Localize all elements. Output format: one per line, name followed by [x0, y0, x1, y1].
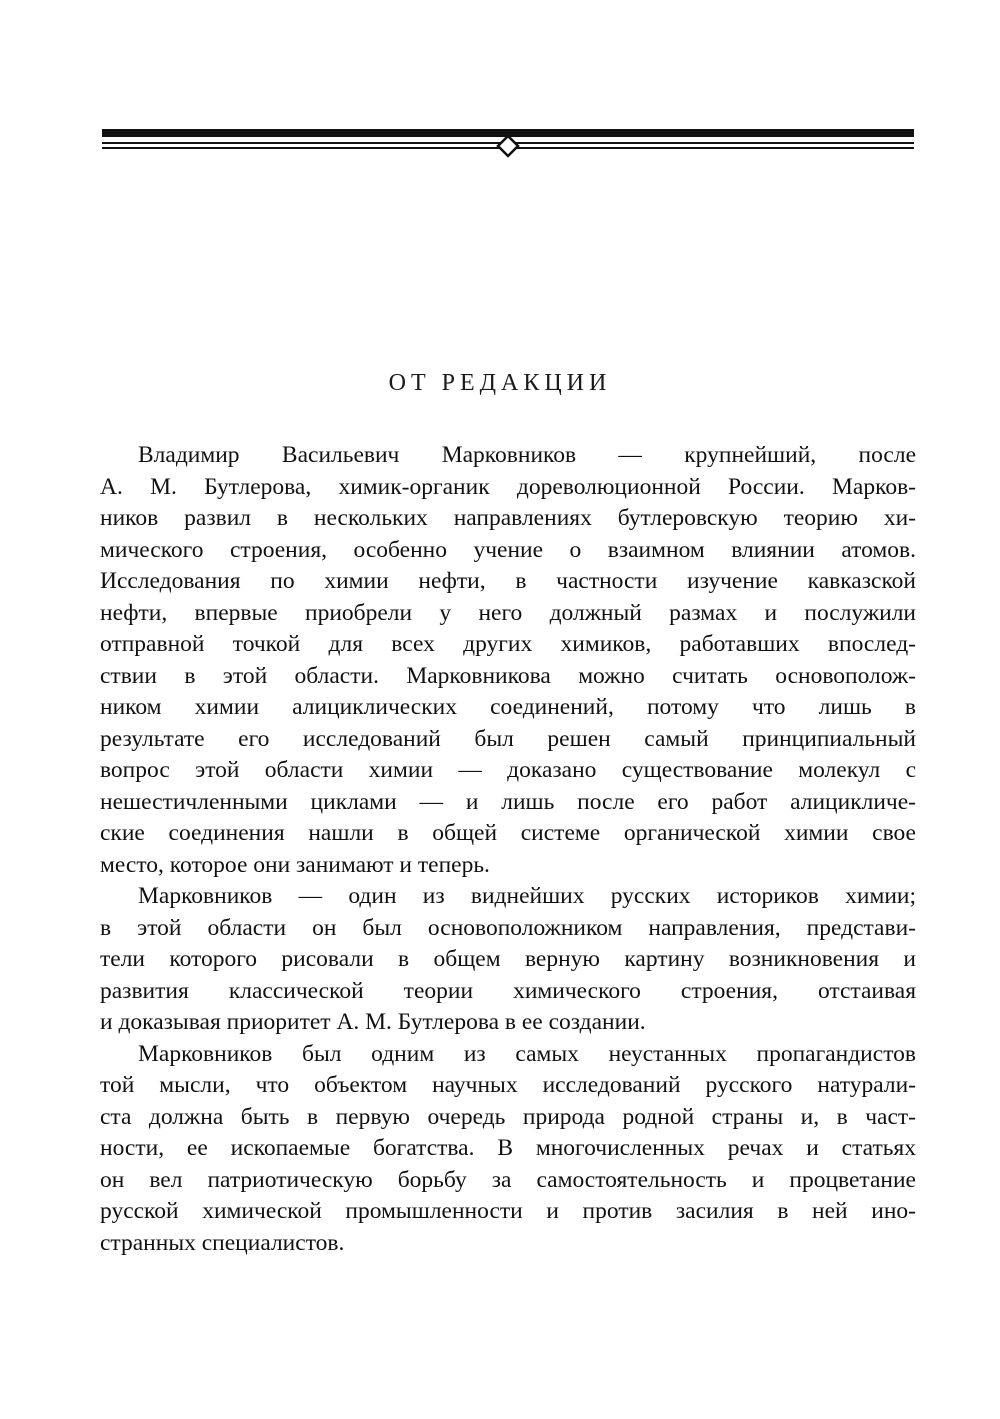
page-heading: ОТ РЕДАКЦИИ — [388, 370, 612, 396]
text-line: Марковников — один из виднейших русских историков химии; — [138, 883, 916, 909]
text-line: в этой области он был основоположником направления, представи- — [100, 914, 916, 941]
text-line: русской химической промышленности и против засилия в ней ино- — [100, 1198, 916, 1224]
text-line: ста должна быть в первую очередь природа родной страны и, в част- — [100, 1103, 916, 1130]
text-line: отправной точкой для всех других химиков, работавших впослед- — [100, 631, 916, 657]
text-line: развития классической теории химического строения, отстаивая — [100, 977, 916, 1004]
text-line: мического строения, особенно учение о взаимном влиянии атомов. — [100, 536, 916, 563]
text-line: Марковников был одним из самых неустанных пропагандистов — [138, 1040, 916, 1067]
text-line: странных специалистов. — [100, 1229, 345, 1256]
text-line: тели которого рисовали в общем верную картину возникновения и — [100, 946, 916, 972]
body-text — [100, 440, 916, 1259]
text-line: Исследования по химии нефти, в частности изучение кавказской — [100, 568, 916, 594]
text-line: ствии в этой области. Марковникова можно считать основополож- — [100, 662, 916, 689]
text-line: Владимир Васильевич Марковников — крупнейший, после — [138, 442, 916, 468]
text-line: нефти, впервые приобрели у него должный размах и послужили — [100, 599, 916, 626]
text-line: нешестичленными циклами — и лишь после его работ алицикличе- — [100, 788, 916, 815]
paragraph — [100, 1039, 916, 1260]
text-line: и доказывая приоритет А. М. Бутлерова в ее создании. — [100, 1009, 646, 1035]
header-ornament-rule — [102, 124, 914, 164]
paragraph — [100, 881, 916, 1039]
text-line: место, которое они занимают и теперь. — [100, 851, 490, 878]
text-line: результате его исследований был решен самый принципиальный — [100, 725, 916, 752]
text-line: ников развил в нескольких направлениях бутлеровскую теорию хи- — [100, 505, 916, 531]
text-line: ником химии алициклических соединений, потому что лишь в — [100, 694, 916, 720]
paragraph — [100, 440, 916, 881]
text-line: той мысли, что объектом научных исследований русского натурали- — [100, 1072, 916, 1098]
text-line: он вел патриотическую борьбу за самостоятельность и процветание — [100, 1166, 916, 1193]
text-line: вопрос этой области химии — доказано существование молекул с — [100, 757, 916, 783]
text-line: А. М. Бутлерова, химик-органик дореволюционной России. Марков- — [100, 473, 916, 500]
text-line: ности, ее ископаемые богатства. В многочисленных речах и статьях — [100, 1135, 916, 1161]
text-line: ские соединения нашли в общей системе органической химии свое — [100, 820, 916, 846]
